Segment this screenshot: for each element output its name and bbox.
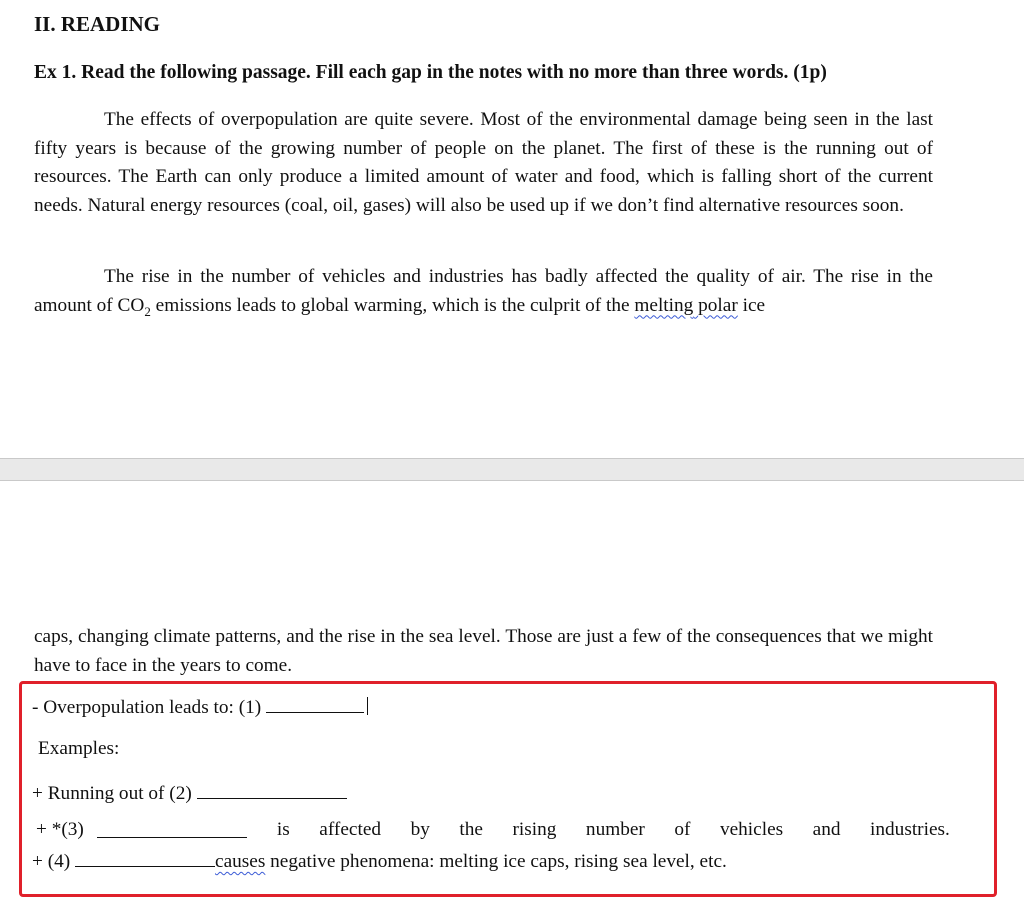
notes-box: [19, 681, 997, 897]
note-line-4: + (4) causes negative phenomena: melting ice caps, rising sea level, etc.: [32, 848, 727, 873]
exercise-instruction: Ex 1. Read the following passage. Fill each gap in the notes with no more than three words. (1p): [34, 62, 827, 83]
page-break-gap: [0, 458, 1024, 481]
text-cursor: [367, 697, 368, 715]
passage-paragraph-1: The effects of overpopulation are quite severe. Most of the environmental damage being seen in the last fifty years is because of the growing number of people on the planet. The first of these is the running out of resources. The Earth can only produce a limited amount of water and food, which is falling short of the current needs. Natural energy resources (coal, oil, gases) will also be used up if we don’t find alternative resources soon.: [34, 109, 933, 216]
note-line-2: + Running out of (2): [32, 780, 347, 805]
section-title: II. READING: [34, 12, 161, 36]
examples-label: Examples:: [38, 738, 120, 759]
passage-paragraph-3: caps, changing climate patterns, and the rise in the sea level. Those are just a few of the consequences that we might have to face in the years to come.: [34, 626, 933, 676]
note-line-1: - Overpopulation leads to: (1): [32, 694, 368, 719]
subscript-2: 2: [144, 303, 151, 319]
spellcheck-word[interactable]: melting: [634, 294, 694, 316]
gap-2-blank[interactable]: [197, 780, 347, 799]
gap-3-blank[interactable]: [97, 819, 247, 838]
gap-1-blank[interactable]: [266, 694, 364, 713]
document-page-bottom: [0, 481, 1024, 902]
spellcheck-word[interactable]: polar: [698, 294, 738, 316]
spellcheck-word[interactable]: causes: [215, 851, 266, 872]
passage-paragraph-2: The rise in the number of vehicles and industries has badly affected the quality of air. The rise in the amount of $CO_2$ emissions leads to global warming, which is the culprit of the melting polar ice: [34, 266, 933, 319]
note-line-3: + *(3) is affected by the rising number of vehicles and industries.: [36, 819, 950, 840]
gap-4-blank[interactable]: [75, 848, 215, 867]
